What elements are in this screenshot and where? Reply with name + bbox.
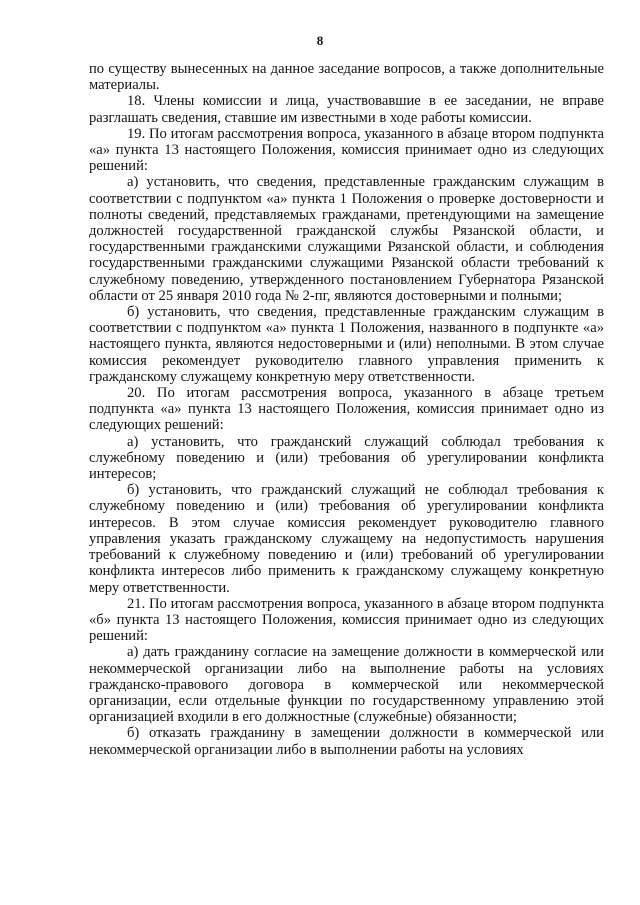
paragraph-continuation: по существу вынесенных на данное заседание вопросов, а также дополнительные материалы. <box>89 61 604 94</box>
paragraph-item-21: 21. По итогам рассмотрения вопроса, указанного в абзаце втором подпункта «б» пункта 13 настоящего Положения, комиссия принимает одно из следующих решений: <box>89 595 604 645</box>
paragraph-item-19-a: а) установить, что сведения, представленные гражданским служащим в соответствии с подпунктом «а» пункта 1 Положения о проверке достоверности и полноты сведений, представляемых гражданами, претендующими на замещение должностей государственной гражданской службы Рязанской области, и государственными гражданскими служащими Рязанской области, и соблюдения государственными гражданскими служащими Рязанской области требований к служебному поведению, утвержденного постановлением Губернатора Рязанской области от 25 января 2010 года № 2-пг, являются достоверными и полными; <box>89 174 604 304</box>
page-number: 8 <box>316 33 324 48</box>
paragraph-item-21-a: а) дать гражданину согласие на замещение должности в коммерческой или некоммерческой организации либо на выполнение работы на условиях гражданско-правового договора в коммерческой или некоммерческой организации, если отдельные функции по государственному управлению этой организацией входили в его должностные (служебные) обязанности; <box>89 644 604 726</box>
paragraph-item-20: 20. По итогам рассмотрения вопроса, указанного в абзаце третьем подпункта «а» пункта 13 настоящего Положения, комиссия принимает одно из следующих решений: <box>89 385 604 434</box>
paragraph-item-19-b: б) установить, что сведения, представленные гражданским служащим в соответствии с подпунктом «а» пункта 1 Положения, названного в подпункте «а» настоящего пункта, являются недостоверными и (или) неполными. В этом случае комиссия рекомендует руководителю главного управления применить к гражданскому служащему конкретную меру ответственности. <box>89 304 604 385</box>
paragraph-item-19: 19. По итогам рассмотрения вопроса, указанного в абзаце втором подпункта «а» пункта 13 настоящего Положения, комиссия принимает одно из следующих решений: <box>89 125 604 175</box>
paragraph-item-20-a: а) установить, что гражданский служащий соблюдал требования к служебному поведению и (или) требования об урегулировании конфликта интересов; <box>89 433 604 483</box>
paragraph-item-21-b: б) отказать гражданину в замещении должности в коммерческой или некоммерческой организации либо в выполнении работы на условиях <box>89 725 604 758</box>
document-body <box>89 61 604 758</box>
paragraph-item-18: 18. Члены комиссии и лица, участвовавшие в ее заседании, не вправе разглашать сведения, ставшие им известными в ходе работы комиссии. <box>89 93 604 126</box>
paragraph-item-20-b: б) установить, что гражданский служащий не соблюдал требования к служебному поведению и (или) требования об урегулировании конфликта интересов. В этом случае комиссия рекомендует руководителю главного управления указать гражданскому служащему на недопустимость нарушения требований к служебному поведению и (или) требований об урегулировании конфликта интересов либо применить к гражданскому служащему конкретную меру ответственности. <box>89 482 604 596</box>
